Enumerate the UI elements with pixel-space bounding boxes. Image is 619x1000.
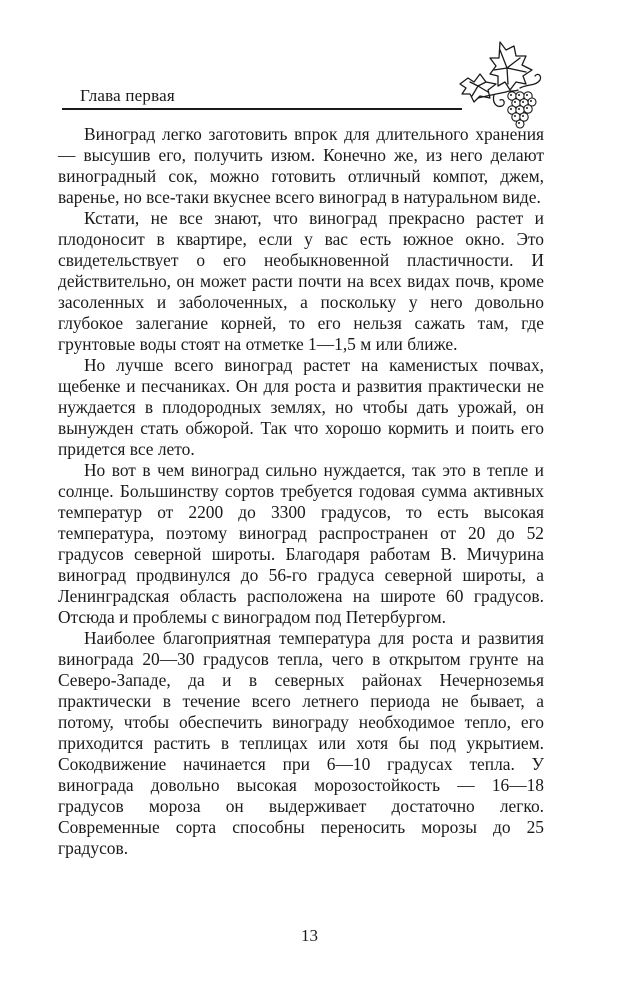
body-text	[58, 124, 544, 859]
grape-vine-icon	[456, 38, 548, 132]
paragraph: Виноград легко заготовить впрок для длительного хранения — высушив его, получить изюм. Конечно же, из него делают виноградный сок, можно готовить отличный компот, джем, варенье, но все-таки вкуснее всего виноград в натуральном виде.	[58, 124, 544, 207]
paragraph: Кстати, не все знают, что виноград прекрасно растет и плодоносит в квартире, если у вас есть южное окно. Это свидетельствует о его необыкновенной пластичности. И действительно, он может расти почти на всех видах почв, кроме засоленных и заболоченных, а поскольку у него довольно глубокое залегание корней, то его нельзя сажать там, где грунтовые воды стоят на отметке 1—1,5 м или ближе.	[58, 208, 544, 354]
paragraph: Наиболее благоприятная температура для роста и развития винограда 20—30 градусов тепла, чего в открытом грунте на Северо-Западе, да и в северных районах Нечерноземья практически в течение всего летнего периода не бывает, а потому, чтобы обеспечить винограду необходимое тепло, его приходится растить в теплицах или хотя бы под укрытием. Сокодвижение начинается при 6—10 градусах тепла. У винограда довольно высокая морозостойкость — 16—18 градусов мороза он выдерживает достаточно легко. Современные сорта способны переносить морозы до 25 градусов.	[58, 628, 544, 858]
paragraph: Но вот в чем виноград сильно нуждается, так это в тепле и солнце. Большинству сортов требуется годовая сумма активных температур от 2200 до 3300 градусов, то есть высокая температура, поэтому виноград распространен от 20 до 52 градусов северной широты. Благодаря работам В. Мичурина виноград продвинулся до 56-го градуса северной широты, а Ленинградская область расположена на широте 60 градусов. Отсюда и проблемы с виноградом под Петербургом.	[58, 460, 544, 627]
paragraph: Но лучше всего виноград растет на каменистых почвах, щебенке и песчаниках. Он для роста и развития практически не нуждается в плодородных землях, но чтобы дать урожай, он вынужден стать обжорой. Так что хорошо кормить и поить его придется все лето.	[58, 355, 544, 459]
page-number: 13	[301, 926, 318, 945]
chapter-title: Глава первая	[80, 86, 175, 105]
running-header	[62, 82, 462, 112]
header-rule	[62, 108, 462, 110]
